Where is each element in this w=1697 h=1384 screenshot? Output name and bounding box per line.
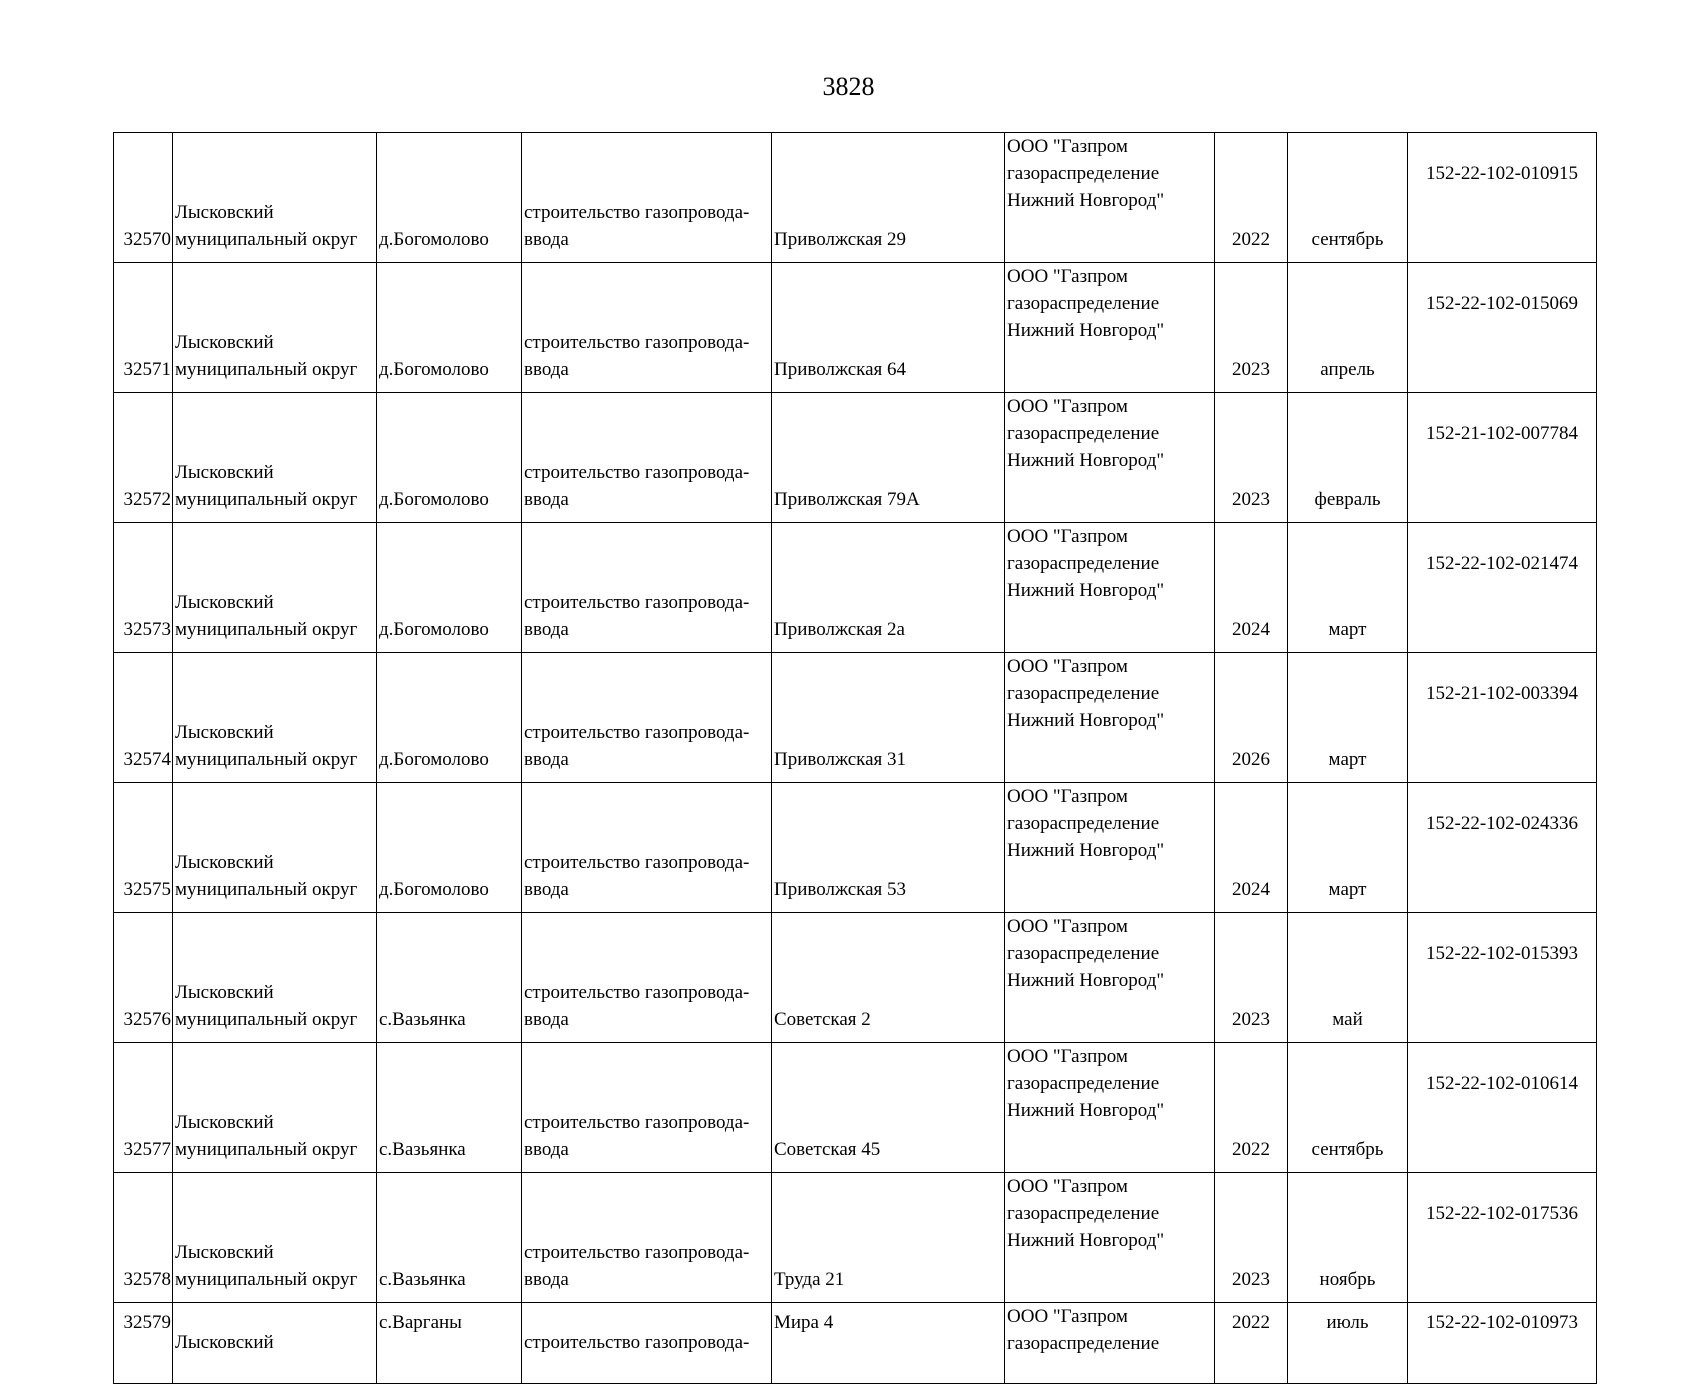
organization-cell (1005, 913, 1215, 1043)
organization-line: Нижний Новгород" (1007, 450, 1165, 471)
table-row (114, 263, 1597, 393)
work-type-cell: строительство газопровода-ввода (522, 1173, 772, 1303)
organization-line: Нижний Новгород" (1007, 580, 1165, 601)
table-row (114, 393, 1597, 523)
municipality-cell: Лысковский (173, 1303, 377, 1384)
settlement-cell: д.Богомолово (377, 263, 522, 393)
organization-line: ООО "Газпром (1007, 266, 1128, 287)
organization-line: Нижний Новгород" (1007, 190, 1165, 211)
year-cell: 2022 (1215, 1303, 1288, 1384)
organization-line: газораспределение (1007, 1073, 1160, 1094)
settlement-cell: д.Богомолово (377, 393, 522, 523)
organization-line: ООО "Газпром (1007, 1306, 1128, 1327)
work-type-cell: строительство газопровода-ввода (522, 783, 772, 913)
settlement-cell: д.Богомолово (377, 783, 522, 913)
municipality-cell: Лысковский муниципальный округ (173, 783, 377, 913)
settlement-cell: д.Богомолово (377, 653, 522, 783)
settlement-cell: с.Вазьянка (377, 913, 522, 1043)
settlement-cell: д.Богомолово (377, 523, 522, 653)
address-cell: Мира 4 (772, 1303, 1005, 1384)
registry-code-cell: 152-22-102-021474 (1408, 523, 1597, 653)
registry-code-cell: 152-22-102-010973 (1408, 1303, 1597, 1384)
month-cell: февраль (1288, 393, 1408, 523)
year-cell: 2024 (1215, 783, 1288, 913)
address-cell: Приволжская 64 (772, 263, 1005, 393)
month-cell: март (1288, 783, 1408, 913)
organization-cell (1005, 1173, 1215, 1303)
row-number-cell: 32574 (114, 653, 173, 783)
year-cell: 2022 (1215, 1043, 1288, 1173)
organization-cell (1005, 393, 1215, 523)
table-body (114, 133, 1597, 1384)
work-type-cell: строительство газопровода-ввода (522, 393, 772, 523)
organization-cell (1005, 263, 1215, 393)
table-row (114, 523, 1597, 653)
table-row (114, 133, 1597, 263)
organization-line: газораспределение (1007, 683, 1160, 704)
table-row (114, 1173, 1597, 1303)
address-cell: Приволжская 79А (772, 393, 1005, 523)
row-number-cell: 32576 (114, 913, 173, 1043)
organization-line: Нижний Новгород" (1007, 840, 1165, 861)
municipality-cell: Лысковский муниципальный округ (173, 1173, 377, 1303)
registry-code-cell: 152-22-102-010614 (1408, 1043, 1597, 1173)
organization-line: Нижний Новгород" (1007, 1100, 1165, 1121)
organization-cell (1005, 1303, 1215, 1384)
month-cell: май (1288, 913, 1408, 1043)
year-cell: 2023 (1215, 1173, 1288, 1303)
month-cell: ноябрь (1288, 1173, 1408, 1303)
registry-code-cell: 152-22-102-024336 (1408, 783, 1597, 913)
year-cell: 2023 (1215, 263, 1288, 393)
municipality-cell: Лысковский муниципальный округ (173, 393, 377, 523)
address-cell: Советская 45 (772, 1043, 1005, 1173)
work-type-cell: строительство газопровода- (522, 1303, 772, 1384)
work-type-cell: строительство газопровода-ввода (522, 263, 772, 393)
municipality-cell: Лысковский муниципальный округ (173, 1043, 377, 1173)
organization-line: ООО "Газпром (1007, 136, 1128, 157)
organization-cell (1005, 523, 1215, 653)
month-cell: июль (1288, 1303, 1408, 1384)
municipality-cell: Лысковский муниципальный округ (173, 523, 377, 653)
settlement-cell: с.Вазьянка (377, 1043, 522, 1173)
month-cell: апрель (1288, 263, 1408, 393)
settlement-cell: д.Богомолово (377, 133, 522, 263)
organization-line: газораспределение (1007, 163, 1160, 184)
work-type-cell: строительство газопровода-ввода (522, 913, 772, 1043)
registry-code-cell: 152-22-102-017536 (1408, 1173, 1597, 1303)
organization-cell (1005, 653, 1215, 783)
row-number-cell: 32578 (114, 1173, 173, 1303)
month-cell: март (1288, 523, 1408, 653)
organization-line: ООО "Газпром (1007, 526, 1128, 547)
organization-cell (1005, 1043, 1215, 1173)
organization-line: ООО "Газпром (1007, 916, 1128, 937)
row-number-cell: 32572 (114, 393, 173, 523)
organization-line: ООО "Газпром (1007, 396, 1128, 417)
address-cell: Приволжская 2а (772, 523, 1005, 653)
organization-line: ООО "Газпром (1007, 1176, 1128, 1197)
work-type-cell: строительство газопровода-ввода (522, 523, 772, 653)
address-cell: Приволжская 31 (772, 653, 1005, 783)
table-row (114, 783, 1597, 913)
year-cell: 2023 (1215, 913, 1288, 1043)
year-cell: 2024 (1215, 523, 1288, 653)
organization-line: газораспределение (1007, 1203, 1160, 1224)
year-cell: 2026 (1215, 653, 1288, 783)
organization-line: газораспределение (1007, 1333, 1160, 1354)
month-cell: сентябрь (1288, 133, 1408, 263)
registry-code-cell: 152-22-102-015393 (1408, 913, 1597, 1043)
year-cell: 2023 (1215, 393, 1288, 523)
table-row (114, 913, 1597, 1043)
row-number-cell: 32579 (114, 1303, 173, 1384)
month-cell: сентябрь (1288, 1043, 1408, 1173)
address-cell: Советская 2 (772, 913, 1005, 1043)
organization-line: ООО "Газпром (1007, 786, 1128, 807)
work-type-cell: строительство газопровода-ввода (522, 133, 772, 263)
organization-line: Нижний Новгород" (1007, 970, 1165, 991)
organization-line: газораспределение (1007, 423, 1160, 444)
row-number-cell: 32575 (114, 783, 173, 913)
organization-line: Нижний Новгород" (1007, 1230, 1165, 1251)
year-cell: 2022 (1215, 133, 1288, 263)
work-type-cell: строительство газопровода-ввода (522, 1043, 772, 1173)
settlement-cell: с.Варганы (377, 1303, 522, 1384)
organization-cell (1005, 783, 1215, 913)
row-number-cell: 32573 (114, 523, 173, 653)
gas-pipeline-registry-table (113, 132, 1597, 1384)
row-number-cell: 32570 (114, 133, 173, 263)
month-cell: март (1288, 653, 1408, 783)
registry-code-cell: 152-22-102-010915 (1408, 133, 1597, 263)
table-row (114, 1303, 1597, 1384)
organization-line: ООО "Газпром (1007, 656, 1128, 677)
address-cell: Приволжская 29 (772, 133, 1005, 263)
registry-code-cell: 152-21-102-003394 (1408, 653, 1597, 783)
address-cell: Труда 21 (772, 1173, 1005, 1303)
address-cell: Приволжская 53 (772, 783, 1005, 913)
organization-line: газораспределение (1007, 553, 1160, 574)
organization-line: газораспределение (1007, 943, 1160, 964)
row-number-cell: 32571 (114, 263, 173, 393)
municipality-cell: Лысковский муниципальный округ (173, 133, 377, 263)
row-number-cell: 32577 (114, 1043, 173, 1173)
municipality-cell: Лысковский муниципальный округ (173, 263, 377, 393)
organization-line: ООО "Газпром (1007, 1046, 1128, 1067)
municipality-cell: Лысковский муниципальный округ (173, 913, 377, 1043)
table-row (114, 1043, 1597, 1173)
settlement-cell: с.Вазьянка (377, 1173, 522, 1303)
work-type-cell: строительство газопровода-ввода (522, 653, 772, 783)
registry-code-cell: 152-22-102-015069 (1408, 263, 1597, 393)
table-row (114, 653, 1597, 783)
page-number: 3828 (822, 72, 875, 101)
organization-line: Нижний Новгород" (1007, 710, 1165, 731)
municipality-cell: Лысковский муниципальный округ (173, 653, 377, 783)
organization-line: газораспределение (1007, 813, 1160, 834)
organization-cell (1005, 133, 1215, 263)
organization-line: газораспределение (1007, 293, 1160, 314)
registry-code-cell: 152-21-102-007784 (1408, 393, 1597, 523)
organization-line: Нижний Новгород" (1007, 320, 1165, 341)
